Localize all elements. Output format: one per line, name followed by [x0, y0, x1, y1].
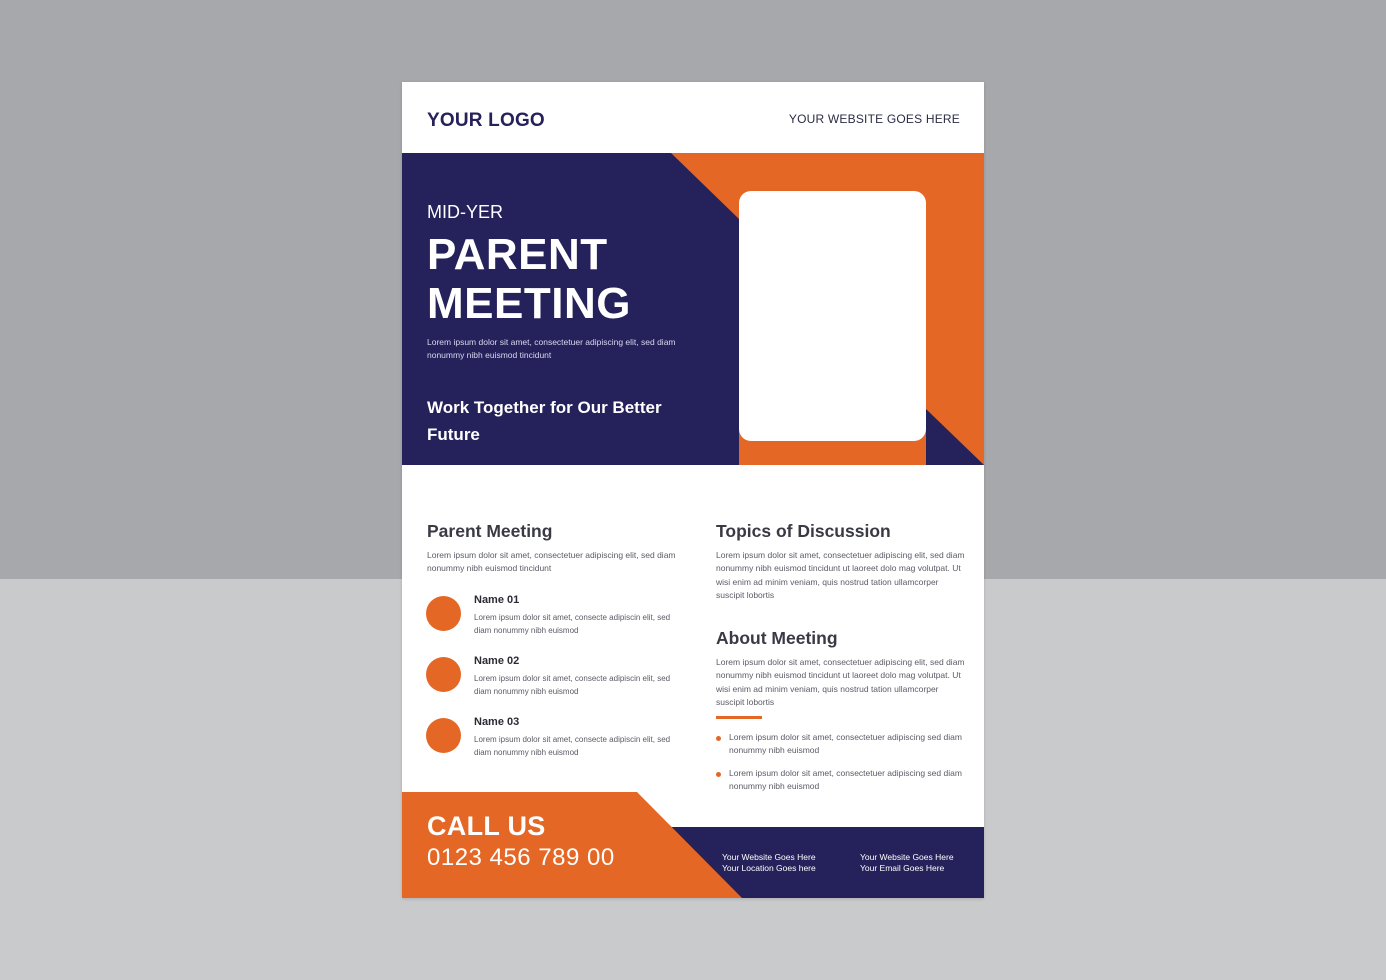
- topics-description: Lorem ipsum dolor sit amet, consectetuer adipiscing elit, sed diam nonummy nibh euismod tincidunt ut laoreet dolo mag volutpat. Ut wisi enim ad minim veniam, quis nostrud tation ullamcorper suscipit lobortis: [716, 550, 965, 601]
- about-description: Lorem ipsum dolor sit amet, consectetuer adipiscing elit, sed diam nonummy nibh euismod tincidunt ut laoreet dolo mag volutpat. Ut wisi enim ad minim veniam, quis nostrud tation ullamcorper suscipit lobortis: [716, 657, 965, 708]
- name-03-title: Name 03: [474, 716, 520, 728]
- parent-meeting-title: Parent Meeting: [427, 521, 553, 541]
- bullet-2-text: Lorem ipsum dolor sit amet, consectetuer adipiscing sed diam nonummy nibh euismod: [729, 768, 962, 791]
- hero-eyebrow: MID-YER: [427, 202, 503, 222]
- footer-contact-1: [722, 852, 816, 874]
- topics-title: Topics of Discussion: [716, 521, 891, 541]
- name-02-description: Lorem ipsum dolor sit amet, consecte adipiscin elit, sed diam nonummy nibh euismod: [474, 674, 671, 696]
- footer-contact-2: [860, 852, 954, 874]
- name-01-title: Name 01: [474, 594, 520, 606]
- footer-website-2: Your Website Goes Here: [860, 852, 954, 862]
- footer-banner: [402, 82, 984, 898]
- call-us-label: CALL US: [427, 811, 546, 841]
- headline-line-1: PARENT: [427, 230, 608, 279]
- name-01-description: Lorem ipsum dolor sit amet, consecte adipiscin elit, sed diam nonummy nibh euismod: [474, 613, 671, 635]
- header-website: YOUR WEBSITE GOES HERE: [788, 112, 960, 126]
- flyer: [402, 82, 984, 898]
- hero-description: Lorem ipsum dolor sit amet, consectetuer adipiscing elit, sed diam nonummy nibh euismod tincidunt: [427, 337, 676, 360]
- about-title: About Meeting: [716, 628, 838, 648]
- name-02-title: Name 02: [474, 655, 520, 667]
- logo: YOUR LOGO: [427, 110, 545, 131]
- headline-line-2: MEETING: [427, 279, 631, 328]
- footer-email: Your Email Goes Here: [860, 863, 945, 873]
- footer-website-1: Your Website Goes Here: [722, 852, 816, 862]
- hero-tagline: Work Together for Our Better Future: [427, 398, 662, 444]
- bullet-1-text: Lorem ipsum dolor sit amet, consectetuer adipiscing sed diam nonummy nibh euismod: [729, 732, 962, 755]
- name-03-description: Lorem ipsum dolor sit amet, consecte adipiscin elit, sed diam nonummy nibh euismod: [474, 735, 671, 757]
- parent-meeting-description: Lorem ipsum dolor sit amet, consectetuer adipiscing elit, sed diam nonummy nibh euismod tincidunt: [427, 550, 676, 574]
- footer-location: Your Location Goes here: [722, 863, 816, 873]
- phone-number: 0123 456 789 00: [427, 844, 615, 871]
